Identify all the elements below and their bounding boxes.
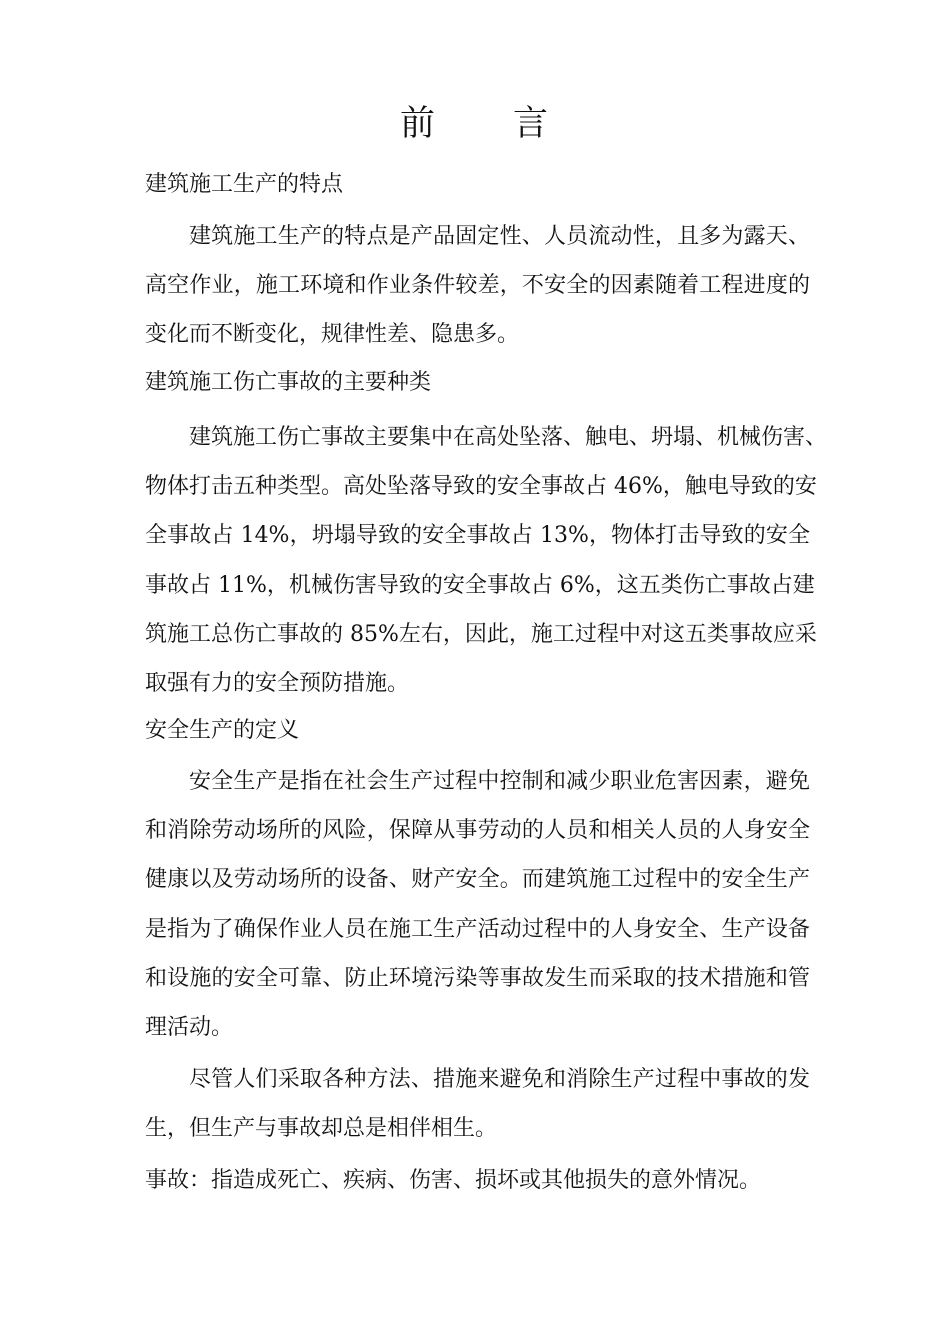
paragraph-safety-definition [145,757,810,1052]
paragraph-line: 全事故占 14%，坍塌导致的安全事故占 13%，物体打击导致的安全 [145,523,810,549]
section-heading-characteristics: 建筑施工生产的特点 [145,172,344,197]
paragraph-line: 尽管人们采取各种方法、措施来避免和消除生产过程中事故的发 [189,1067,810,1092]
paragraph-line: 健康以及劳动场所的设备、财产安全。而建筑施工过程中的安全生产 [145,867,810,893]
section-heading-safety-definition: 安全生产的定义 [145,718,300,743]
paragraph-line: 事故占 11%，机械伤害导致的安全事故占 6%，这五类伤亡事故占建 [145,572,815,598]
paragraph-line: 和设施的安全可靠、防止环境污染等事故发生而采取的技术措施和管 [145,965,810,991]
title-char-2: 言 [513,104,551,144]
paragraph-line: 安全生产是指在社会生产过程中控制和减少职业危害因素，避免 [189,769,810,794]
paragraph-accident-coexistence [145,1055,810,1153]
paragraph-line: 筑施工总伤亡事故的 85%左右，因此，施工过程中对这五类事故应采 [145,621,817,647]
paragraph-line: 和消除劳动场所的风险，保障从事劳动的人员和相关人员的人身安全 [145,818,810,844]
title-char-1: 前 [399,104,437,144]
paragraph-line: 建筑施工生产的特点是产品固定性、人员流动性，且多为露天、 [189,224,810,249]
paragraph-characteristics [145,212,810,360]
paragraph-line: 建筑施工伤亡事故主要集中在高处坠落、触电、坍塌、机械伤害、 [189,425,828,450]
paragraph-line: 高空作业，施工环境和作业条件较差，不安全的因素随着工程进度的 [145,273,810,299]
paragraph-line: 理活动。 [145,1015,234,1041]
page-title [0,96,950,152]
paragraph-accident-types [145,413,828,708]
paragraph-line: 变化而不断变化，规律性差、隐患多。 [145,322,520,348]
paragraph-line: 生，但生产与事故却总是相伴相生。 [145,1116,498,1142]
accident-definition-line: 事故：指造成死亡、疾病、伤害、损坏或其他损失的意外情况。 [145,1168,762,1193]
section-heading-accident-types: 建筑施工伤亡事故的主要种类 [145,370,432,395]
paragraph-line: 物体打击五种类型。高处坠落导致的安全事故占 46%，触电导致的安 [145,474,817,500]
paragraph-line: 取强有力的安全预防措施。 [145,671,410,697]
paragraph-line: 是指为了确保作业人员在施工生产活动过程中的人身安全、生产设备 [145,916,810,942]
